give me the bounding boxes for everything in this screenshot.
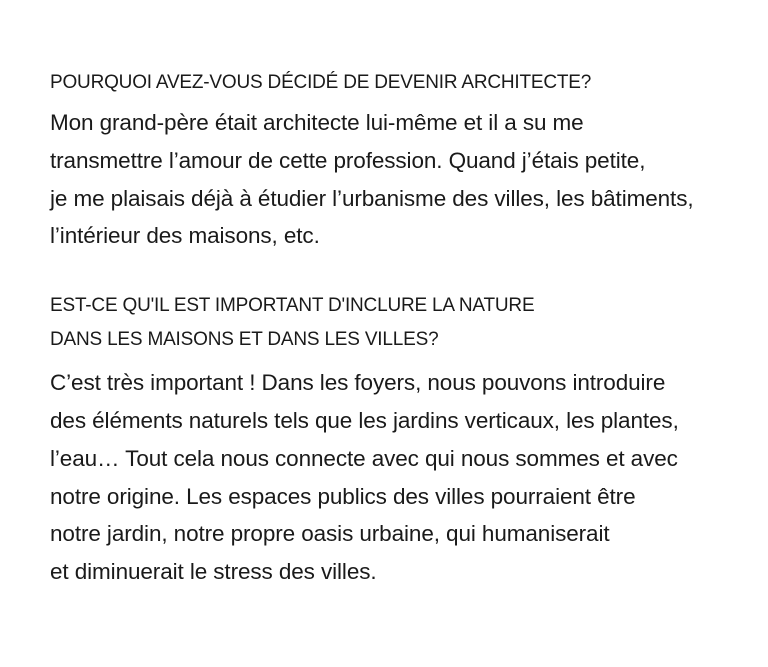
qa-block — [50, 68, 728, 255]
question-line: POURQUOI AVEZ-VOUS DÉCIDÉ DE DEVENIR ARCHITECTE? — [50, 72, 592, 93]
answer-line: C’est très important ! Dans les foyers, nous pouvons introduire — [50, 370, 666, 396]
answer-line: et diminuerait le stress des villes. — [50, 559, 377, 585]
answer-line: des éléments naturels tels que les jardins verticaux, les plantes, — [50, 407, 679, 433]
answer-line: notre jardin, notre propre oasis urbaine, qui humaniserait — [50, 521, 610, 547]
question-line: EST-CE QU'IL EST IMPORTANT D'INCLURE LA NATURE — [50, 295, 535, 317]
answer-line: l’intérieur des maisons, etc. — [50, 223, 320, 249]
question-line: DANS LES MAISONS ET DANS LES VILLES? — [50, 329, 439, 351]
answer-line: transmettre l’amour de cette profession. Quand j’étais petite, — [50, 147, 646, 173]
answer-line: je me plaisais déjà à étudier l’urbanisme des villes, les bâtiments, — [50, 185, 694, 211]
interview-question — [50, 289, 728, 357]
answer-line: Mon grand-père était architecte lui-même et il a su me — [50, 110, 584, 135]
interview-answer — [50, 104, 728, 255]
answer-line: notre origine. Les espaces publics des villes pourraient être — [50, 483, 636, 509]
answer-line: l’eau… Tout cela nous connecte avec qui nous sommes et avec — [50, 445, 678, 471]
interview-answer — [50, 364, 728, 591]
interview-question — [50, 68, 728, 98]
qa-block — [50, 289, 728, 591]
